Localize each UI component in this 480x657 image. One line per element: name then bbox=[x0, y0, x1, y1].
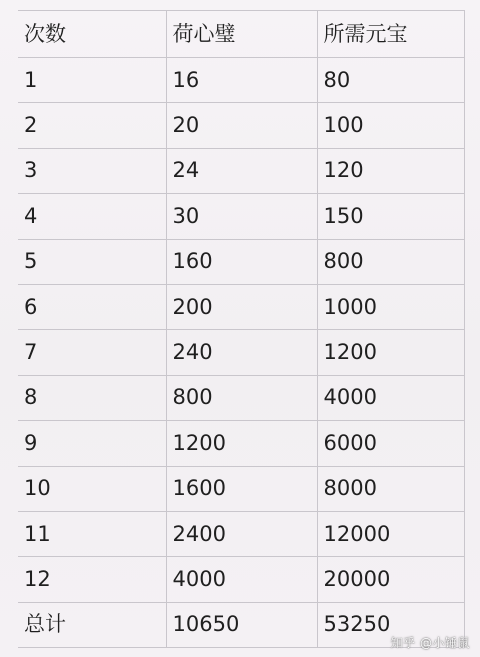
cell-item: 30 bbox=[166, 194, 317, 239]
cell-cost: 4000 bbox=[317, 375, 464, 420]
cell-cost: 1000 bbox=[317, 284, 464, 329]
table-row bbox=[18, 375, 464, 420]
cell-cost: 20000 bbox=[317, 557, 464, 602]
table-row bbox=[18, 466, 464, 511]
cell-count: 1 bbox=[18, 58, 166, 103]
table-header-row bbox=[18, 11, 464, 58]
cell-cost: 150 bbox=[317, 194, 464, 239]
cell-cost: 8000 bbox=[317, 466, 464, 511]
header-item: 荷心璧 bbox=[166, 11, 317, 58]
cell-item: 200 bbox=[166, 284, 317, 329]
cell-count: 8 bbox=[18, 375, 166, 420]
cell-item: 20 bbox=[166, 103, 317, 148]
cell-count: 5 bbox=[18, 239, 166, 284]
header-cost: 所需元宝 bbox=[317, 11, 464, 58]
table-row bbox=[18, 58, 464, 103]
cell-cost: 6000 bbox=[317, 421, 464, 466]
cell-count: 10 bbox=[18, 466, 166, 511]
cell-item: 16 bbox=[166, 58, 317, 103]
cell-cost: 1200 bbox=[317, 330, 464, 375]
table-row bbox=[18, 330, 464, 375]
cell-item: 4000 bbox=[166, 557, 317, 602]
cell-count: 9 bbox=[18, 421, 166, 466]
cell-count: 11 bbox=[18, 511, 166, 556]
header-count: 次数 bbox=[18, 11, 166, 58]
cell-count: 12 bbox=[18, 557, 166, 602]
total-cost: 53250 bbox=[317, 602, 464, 647]
cell-cost: 800 bbox=[317, 239, 464, 284]
cell-cost: 120 bbox=[317, 148, 464, 193]
cell-count: 3 bbox=[18, 148, 166, 193]
total-label: 总计 bbox=[18, 602, 166, 647]
cell-item: 24 bbox=[166, 148, 317, 193]
cell-count: 4 bbox=[18, 194, 166, 239]
cell-item: 1200 bbox=[166, 421, 317, 466]
cell-item: 2400 bbox=[166, 511, 317, 556]
table-row bbox=[18, 239, 464, 284]
cell-cost: 80 bbox=[317, 58, 464, 103]
cell-item: 1600 bbox=[166, 466, 317, 511]
cell-count: 2 bbox=[18, 103, 166, 148]
table-row bbox=[18, 511, 464, 556]
reward-cost-table bbox=[18, 10, 465, 648]
cell-item: 160 bbox=[166, 239, 317, 284]
table-row bbox=[18, 421, 464, 466]
cell-count: 7 bbox=[18, 330, 166, 375]
cell-item: 240 bbox=[166, 330, 317, 375]
table-row bbox=[18, 103, 464, 148]
cell-cost: 100 bbox=[317, 103, 464, 148]
table-row bbox=[18, 284, 464, 329]
total-item: 10650 bbox=[166, 602, 317, 647]
zhihu-watermark: 知乎 @小锤鼠 bbox=[390, 636, 470, 650]
table-row bbox=[18, 194, 464, 239]
cell-cost: 12000 bbox=[317, 511, 464, 556]
table-row bbox=[18, 557, 464, 602]
cell-count: 6 bbox=[18, 284, 166, 329]
table-row bbox=[18, 148, 464, 193]
cell-item: 800 bbox=[166, 375, 317, 420]
